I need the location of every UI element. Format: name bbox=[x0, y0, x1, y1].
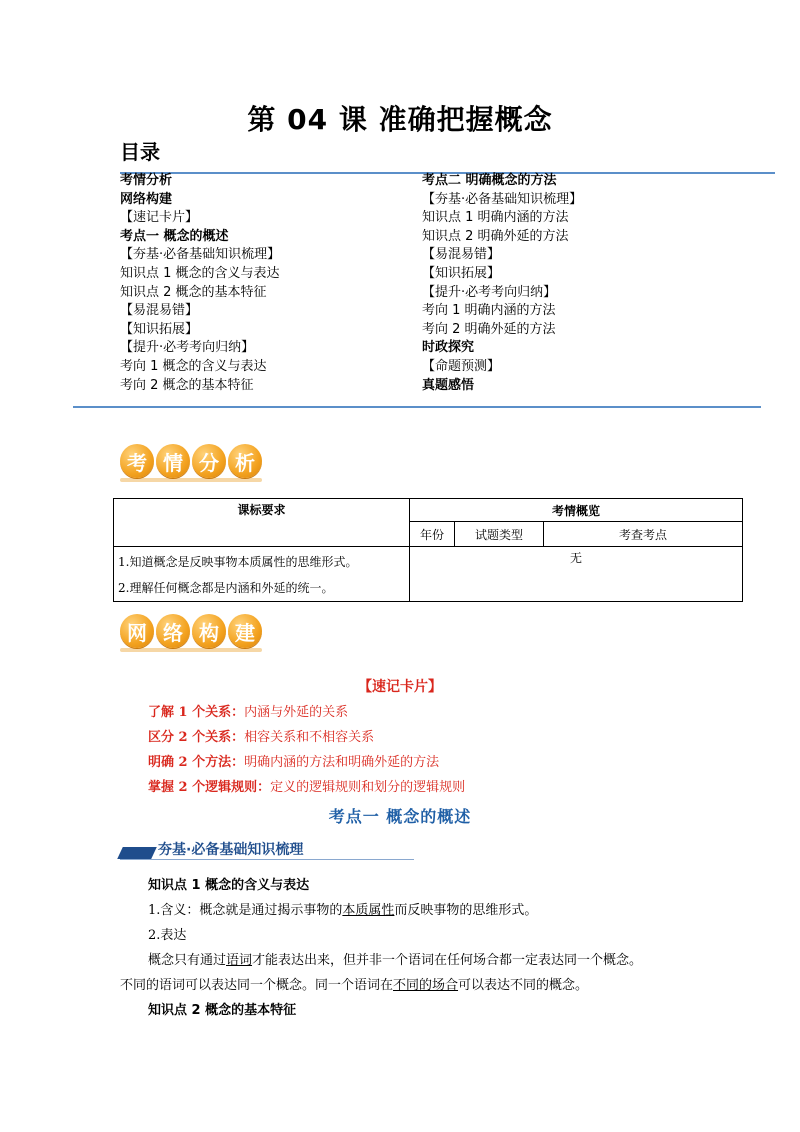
paragraph-expression-2: 不同的语词可以表达同一个概念。同一个语词在不同的场合可以表达不同的概念。 bbox=[120, 978, 589, 993]
toc-item[interactable]: 考向 1 明确内涵的方法 bbox=[422, 303, 556, 319]
banner-char: 网 bbox=[120, 614, 154, 648]
toc-left-column bbox=[120, 172, 280, 395]
banner-char: 络 bbox=[156, 614, 190, 648]
toc-item[interactable]: 【命题预测】 bbox=[422, 358, 501, 374]
banner-char: 构 bbox=[192, 614, 226, 648]
card-line: 掌握 2 个逻辑规则：定义的逻辑规则和划分的逻辑规则 bbox=[148, 780, 466, 795]
header-requirements: 课标要求 bbox=[114, 499, 410, 547]
banner-char: 析 bbox=[228, 444, 262, 478]
banner-char: 分 bbox=[192, 444, 226, 478]
toc-item[interactable]: 【提升·必考考向归纳】 bbox=[422, 284, 557, 300]
section-title: 考点一 概念的概述 bbox=[328, 807, 472, 826]
paragraph-expression-1: 概念只有通过语词才能表达出来，但并非一个语词在任何场合都一定表达同一个概念。 bbox=[148, 953, 643, 968]
toc-item[interactable]: 考点一 概念的概述 bbox=[120, 228, 229, 244]
sub-banner-label: 夯基·必备基础知识梳理 bbox=[158, 842, 304, 858]
header-question-type: 试题类型 bbox=[455, 522, 544, 547]
card-line: 区分 2 个关系：相容关系和不相容关系 bbox=[148, 730, 375, 745]
toc-item[interactable]: 真题感悟 bbox=[422, 377, 475, 393]
banner-underline bbox=[120, 478, 262, 482]
toc-item[interactable]: 知识点 1 概念的含义与表达 bbox=[120, 265, 280, 281]
toc-item[interactable]: 考向 1 概念的含义与表达 bbox=[120, 358, 267, 374]
requirements-table bbox=[113, 498, 743, 602]
toc-item[interactable]: 考点二 明确概念的方法 bbox=[422, 173, 557, 188]
header-year: 年份 bbox=[410, 522, 455, 547]
banner-char: 建 bbox=[228, 614, 262, 648]
requirement-2: 2.理解任何概念都是内涵和外延的统一。 bbox=[118, 581, 334, 595]
toc-bottom-rule bbox=[73, 406, 761, 408]
card-title: 【速记卡片】 bbox=[358, 679, 442, 695]
toc-item[interactable]: 知识点 1 明确内涵的方法 bbox=[422, 210, 569, 226]
banner-bar bbox=[117, 847, 157, 859]
overview-value: 无 bbox=[410, 547, 743, 602]
toc-item[interactable]: 网络构建 bbox=[120, 191, 173, 207]
analysis-banner bbox=[120, 444, 262, 482]
paragraph-expression-heading: 2.表达 bbox=[148, 928, 187, 943]
network-banner bbox=[120, 614, 262, 652]
toc-item[interactable]: 时政探究 bbox=[422, 340, 475, 356]
sub-banner bbox=[120, 839, 414, 861]
toc-heading: 目录 bbox=[120, 140, 160, 164]
toc-item[interactable]: 【速记卡片】 bbox=[120, 210, 199, 226]
toc-item[interactable]: 知识点 2 概念的基本特征 bbox=[120, 284, 267, 300]
toc-item[interactable]: 考向 2 概念的基本特征 bbox=[120, 377, 254, 393]
toc-item[interactable]: 【夯基·必备基础知识梳理】 bbox=[422, 191, 583, 207]
banner-underline bbox=[120, 648, 262, 652]
page-title: 第 04 课 准确把握概念 bbox=[247, 103, 553, 136]
banner-char: 考 bbox=[120, 444, 154, 478]
toc-item[interactable]: 知识点 2 明确外延的方法 bbox=[422, 228, 569, 244]
knowledge-point-1: 知识点 1 概念的含义与表达 bbox=[148, 878, 310, 893]
toc-item[interactable]: 【易混易错】 bbox=[120, 303, 199, 319]
requirement-1: 1.知道概念是反映事物本质属性的思维形式。 bbox=[118, 555, 358, 569]
header-exam-point: 考查考点 bbox=[544, 522, 743, 547]
paragraph-definition: 1.含义：概念就是通过揭示事物的本质属性而反映事物的思维形式。 bbox=[148, 903, 538, 918]
card-line: 明确 2 个方法：明确内涵的方法和明确外延的方法 bbox=[148, 755, 440, 770]
toc-item[interactable]: 考向 2 明确外延的方法 bbox=[422, 321, 556, 337]
toc-right-column bbox=[422, 172, 582, 395]
toc-item[interactable]: 【知识拓展】 bbox=[422, 265, 501, 281]
banner-char: 情 bbox=[156, 444, 190, 478]
header-overview: 考情概览 bbox=[410, 499, 743, 522]
toc-item[interactable]: 考情分析 bbox=[120, 173, 173, 188]
toc-item[interactable]: 【提升·必考考向归纳】 bbox=[120, 340, 255, 356]
knowledge-point-2: 知识点 2 概念的基本特征 bbox=[148, 1003, 297, 1018]
toc-item[interactable]: 【夯基·必备基础知识梳理】 bbox=[120, 247, 281, 263]
toc-item[interactable]: 【知识拓展】 bbox=[120, 321, 199, 337]
requirements-cell bbox=[114, 547, 410, 602]
card-line: 了解 1 个关系：内涵与外延的关系 bbox=[148, 705, 349, 720]
sub-banner-rule bbox=[120, 859, 414, 860]
toc-item[interactable]: 【易混易错】 bbox=[422, 247, 501, 263]
